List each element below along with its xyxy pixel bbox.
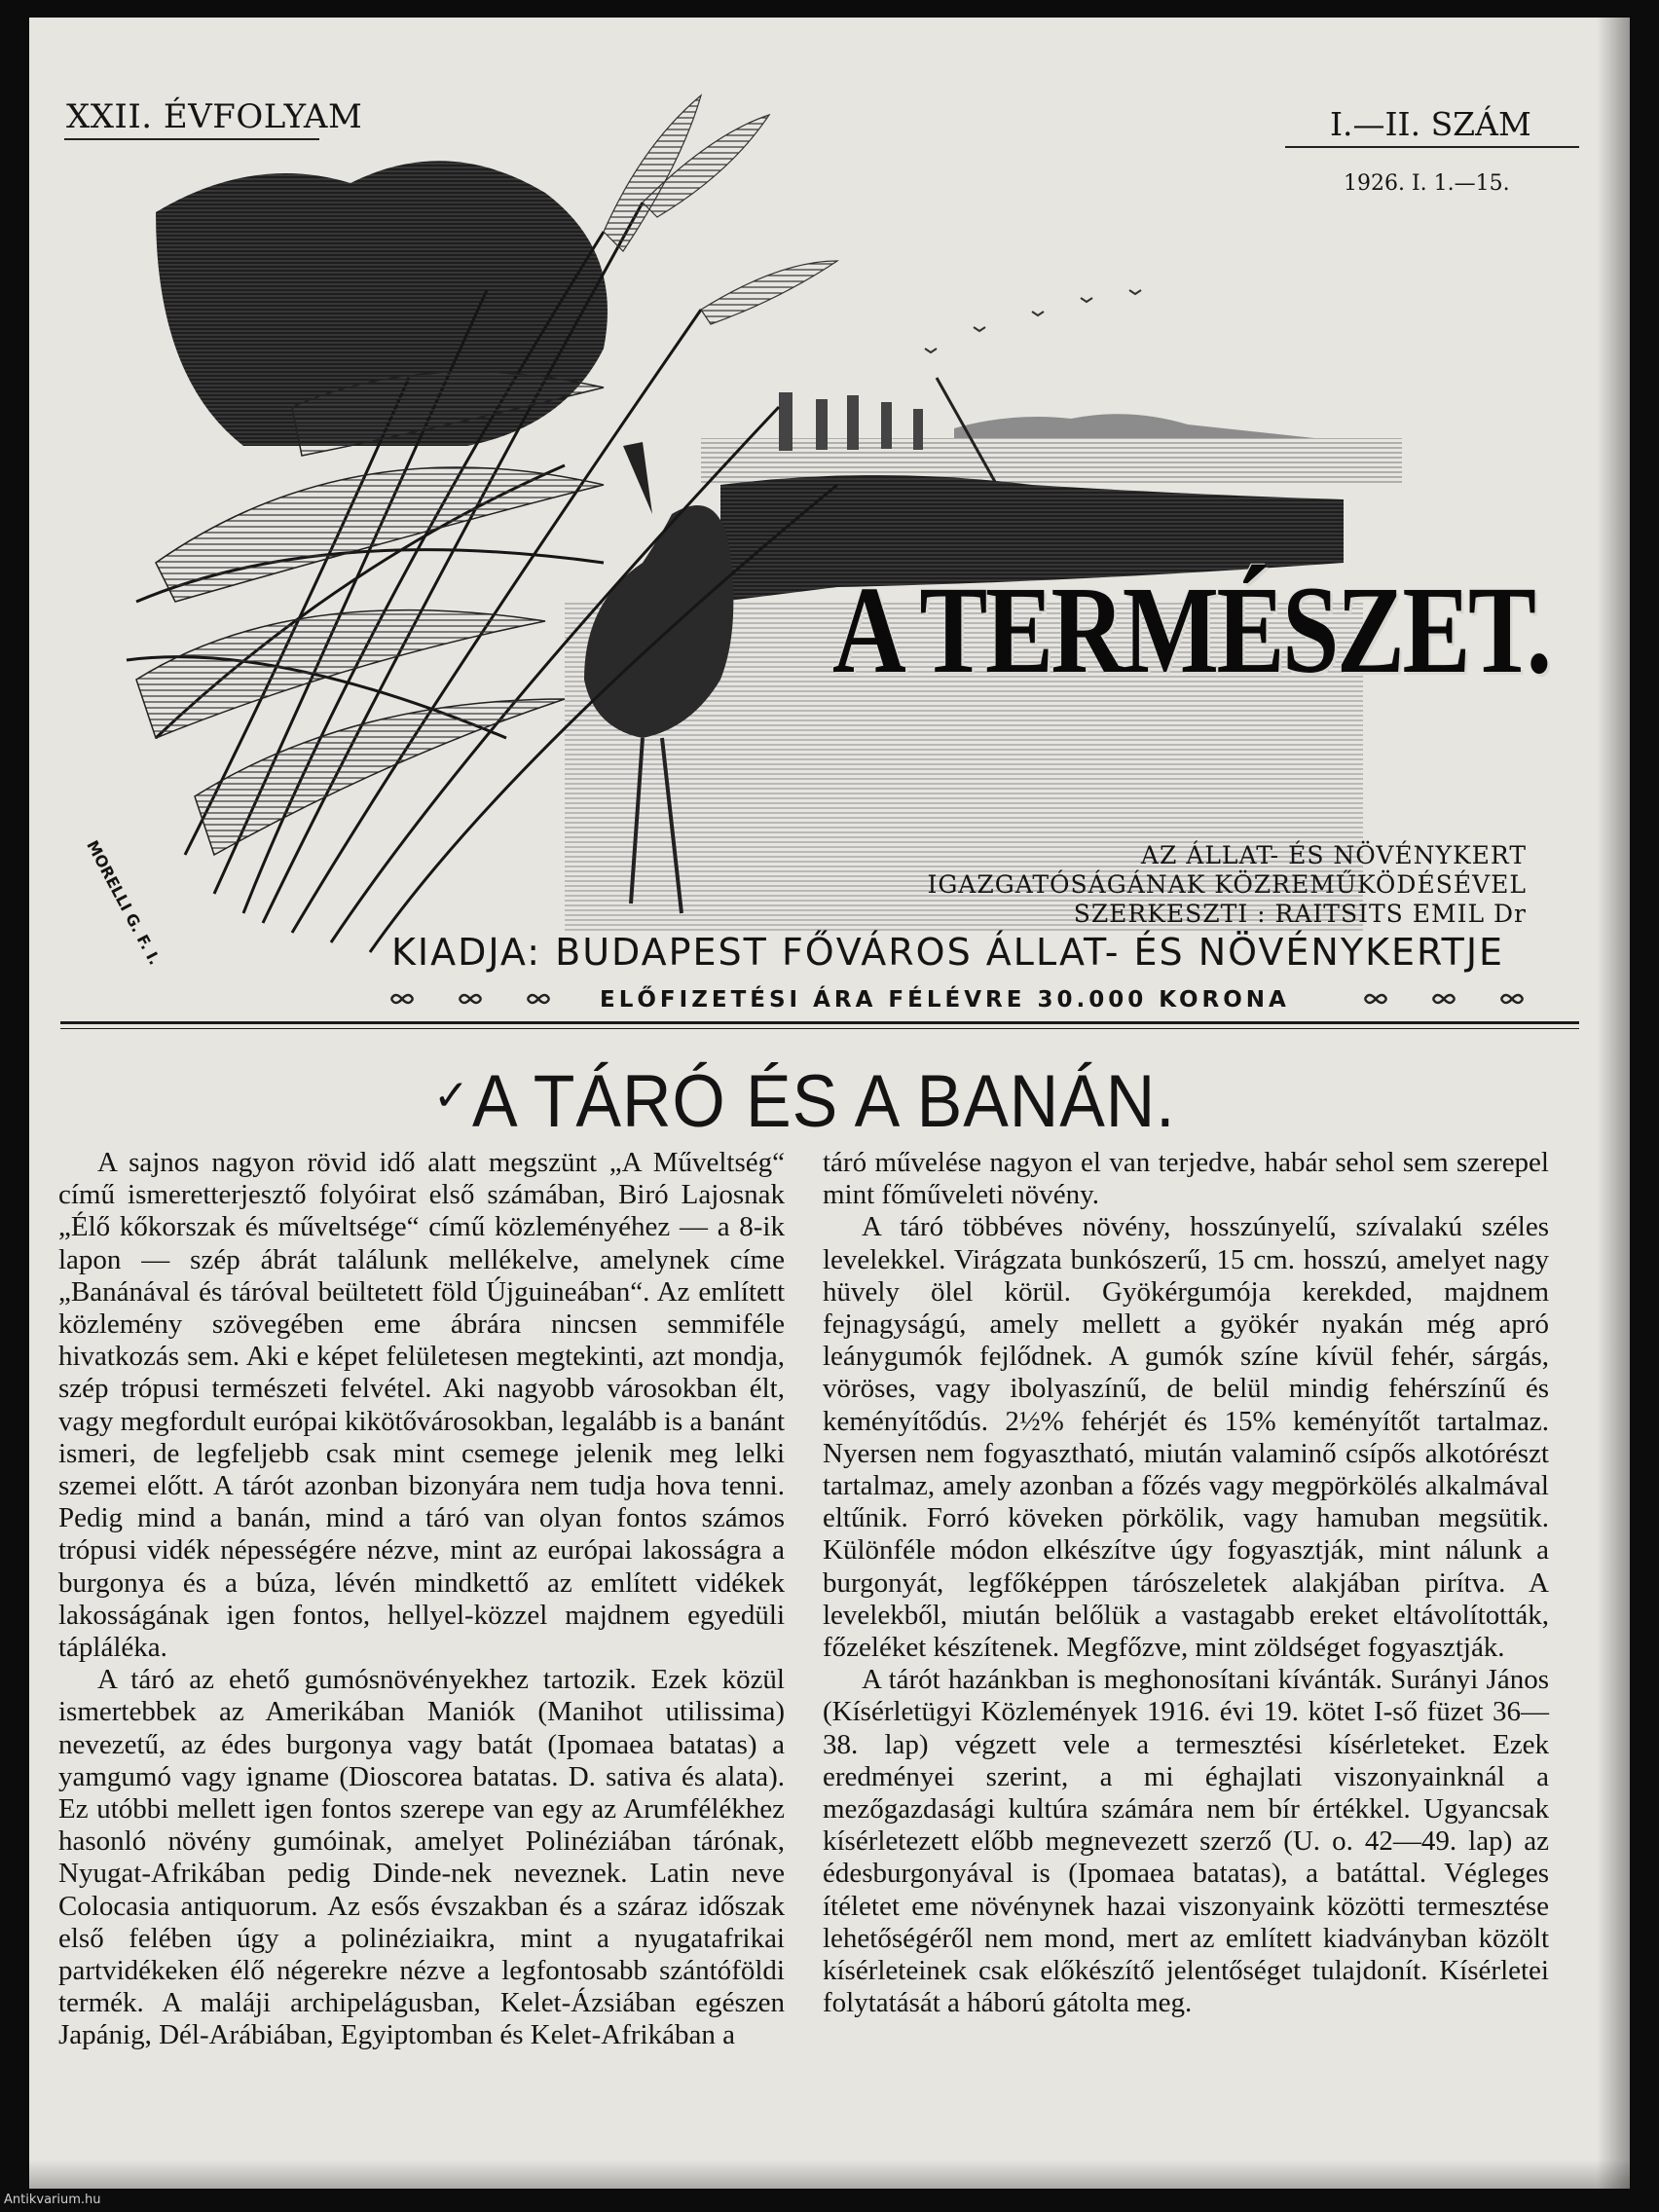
ornament-icon: [1499, 990, 1525, 1008]
paragraph: A sajnos nagyon rövid idő alatt megszünt „A Műveltség“ című ismeretterjesztő folyóirat első számában, Biró Lajosnak „Élő kőkorszak és műveltsége“ című közleményéhez — a 8-ik lapon — szép ábrát találunk mellékelve, amelynek címe „Banánával és táróval beültetett föld Újguineában“. Az említett közlemény szövegében eme ábrára nincsen semmiféle hivatkozás sem. Aki e képet felületesen megtekinti, azt mondja, szép trópusi természeti felvétel. Aki nagyobb városokban élt, vagy megfordult európai kikötővárosokban, legalább is a banánt ismeri, de legfeljebb csak mint csemege jelenik meg lelki szemei előtt. A tárót azonban bizonyára nem tudja hova tenni. Pedig mind a banán, mind a táró van olyan fontos számos trópusi vidék népességére nézve, mint az európai lakosságra a burgonya és a búza, lévén mindkettő az említett vidékek lakosságának igen fontos, hellyel-közzel majdnem egyedüli tápláléka.: [58, 1147, 785, 1664]
page-edge-shadow: [1597, 18, 1630, 2189]
editor-line-2: IGAZGATÓSÁGÁNAK KÖZREMŰKÖDÉSÉVEL: [927, 870, 1527, 899]
ornament-icon: [1363, 990, 1388, 1008]
publisher-line: KIADJA: BUDAPEST FŐVÁROS ÁLLAT- ÉS NÖVÉNYKERTJE: [391, 931, 1505, 974]
article-column-left: [58, 1147, 785, 2052]
article-title: A TÁRÓ ÉS A BANÁN.: [472, 1060, 1176, 1143]
artist-signature: MORELLI G. F. I.: [83, 837, 165, 969]
ornament-icon: [458, 990, 483, 1008]
volume-label: XXII. ÉVFOLYAM: [66, 97, 363, 136]
ornament-icon: [526, 990, 551, 1008]
paragraph: A tárót hazánkban is meghonosítani kívánták. Surányi János (Kísérletügyi Közlemények 1916. évi 19. kötet I-ső füzet 36—38. lap) végzett vele a termesztési kísérleteket. Ezek eredményei szerint, a mi éghajlati viszonyainknál a mezőgazdasági kultúra számára nem bír értékkel. Ugyancsak kísérletezett előbb megnevezett szerző (U. o. 42—49. lap) az édesburgonyával is (Ipomaea batatas), a batáttal. Végleges ítéletet eme növénynek hazai viszonyaink közötti termesztése lehetőségéről nem mond, mert az említett kiadványban közölt kísérleteinek csak előkészítő jelentőséget tulajdonít. Kísérletei folytatását a háború gátolta meg.: [823, 1664, 1549, 2019]
masthead-title: A TERMÉSZET.: [832, 561, 1550, 699]
check-mark-icon: ✓: [433, 1071, 469, 1121]
editor-line-3: SZERKESZTI : RAITSITS EMIL Dr: [1073, 900, 1527, 928]
paragraph: A táró az ehető gumósnövényekhez tartozik. Ezek közül ismertebbek az Amerikában Maniók (Manihot utilissima) nevezetű, az édes burgonya vagy batát (Ipomaea batatas) a yamgumó vagy igname (Dioscorea batatas. D. sativa és alata). Ez utóbbi mellett igen fontos szerepe van egy az Arumfélékhez hasonló növény gumóinak, amelyet Polinéziában tárónak, Nyugat-Afrikában pedig Dinde-nek neveznek. Latin neve Colocasia antiquorum. Az esős évszakban és a száraz időszak első felében úgy a polinéziaikra, mint a nyugatafrikai partvidékeken élő négerekre nézve a legfontosabb szántóföldi termék. A maláji archipelágusban, Kelet-Ázsiában egészen Japánig, Dél-Arábiában, Egyiptomban és Kelet-Afrikában a: [58, 1664, 785, 2051]
editor-line-1: AZ ÁLLAT- ÉS NÖVÉNYKERT: [1140, 841, 1527, 869]
page-bottom-shadow: [29, 2159, 1630, 2189]
issue-number: I.—II. SZÁM: [1330, 105, 1531, 143]
watermark: Antikvarium.hu: [4, 2193, 101, 2207]
issue-date: 1926. I. 1.—15.: [1344, 171, 1510, 196]
ornament-icon: [389, 990, 415, 1008]
paragraph: A táró többéves növény, hosszúnyelű, szívalakú széles levelekkel. Virágzata bunkószerű, 15 cm. hosszú, amelyet nagy hüvely ölel körül. Gyökérgumója kerekded, majdnem fejnagyságú, amely mellett a gyökér nyakán még apró leánygumók fejlődnek. A gumók színe kívül fehér, sárgás, vöröses, vagy ibolyaszínű, de belül mindig fehérszínű és keményítődús. 2½% fehérjét és 15% keményítőt tartalmaz. Nyersen nem fogyasztható, miután valaminő csípős alkotórészt tartalmaz, amely azonban a főzés vagy megpörkölés alkalmával eltűnik. Forró köveken pörkölik, vagy hamuban megsütik. Különféle módon elkészítve úgy fogyasztják, mint nálunk a burgonyát, legfőképpen tárószeletek alakjában pirítva. A levelekből, miután belőlük a vastagabb ereket eltávolították, főzeléket készítenek. Megfőzve, mint zöldséget fogyasztják.: [823, 1211, 1549, 1664]
subscription-line: ELŐFIZETÉSI ÁRA FÉLÉVRE 30.000 KORONA: [600, 987, 1290, 1013]
magazine-page: [29, 18, 1630, 2189]
header-divider: [60, 1021, 1579, 1024]
article-column-right: [823, 1147, 1549, 2019]
ornament-icon: [1431, 990, 1456, 1008]
paragraph: táró művelése nagyon el van terjedve, habár sehol sem szerepel mint főműveleti növény.: [823, 1147, 1549, 1211]
header-divider-thin: [60, 1028, 1579, 1029]
